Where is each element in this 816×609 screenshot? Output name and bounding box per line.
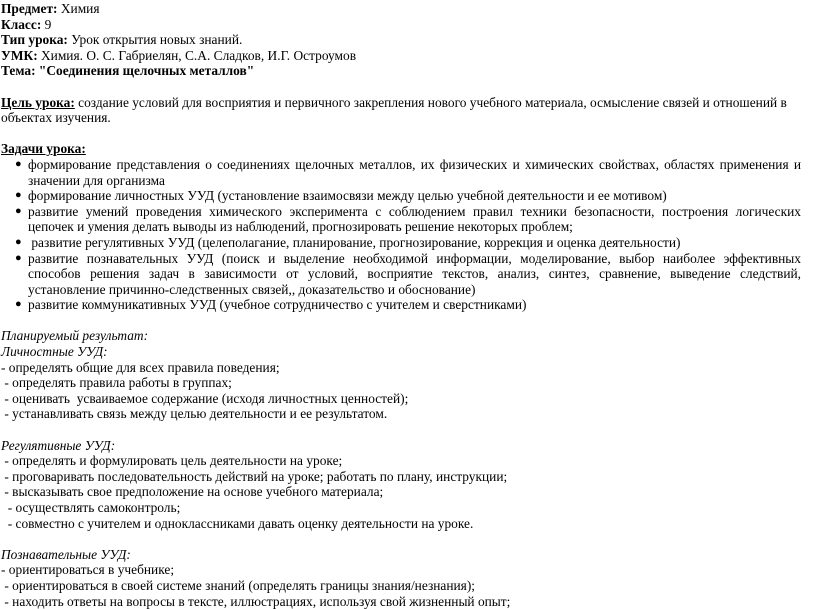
tasks-label: Задачи урока: [1, 141, 86, 157]
grade-label: Класс [1, 16, 37, 32]
cognitive-item: - ориентироваться в своей системе знаний (определять границы знания/незнания); [1, 577, 476, 593]
subject-label: Предмет [1, 1, 54, 16]
subject-value: Химия [60, 1, 100, 16]
bullet-icon: ● [15, 204, 22, 217]
topic-value: "Соединения щелочных металлов" [38, 63, 255, 79]
lesson-type-label: Тип урока [1, 32, 64, 48]
lesson-type-value: Урок открытия новых знаний. [71, 32, 243, 48]
personal-item: - устанавливать связь между целью деятельности и ее результатом. [1, 406, 388, 422]
personal-uud-title: Личностные УУД: [1, 344, 108, 360]
tasks-list [1, 157, 801, 313]
topic-label: Тема: [1, 63, 36, 79]
task-item: ● развитие коммуникативных УУД (учебное сотрудничество с учителем и сверстниками) [15, 297, 527, 313]
regulatory-item: - осуществлять самоконтроль; [1, 500, 181, 515]
regulatory-uud-title: Регулятивные УУД: [1, 437, 116, 453]
task-item: ● формирование личностных УУД (установление взаимосвязи между целью учебной деятельности и ее мотивом) [15, 188, 667, 204]
task-item: ● формирование представления о соединениях щелочных металлов, их физических и химических свойствах, областях применения и значении для организма [15, 156, 801, 188]
task-item: ● развитие регулятивных УУД (целеполагание, планирование, прогнозирование, коррекция и оценка деятельности) [15, 234, 681, 250]
bullet-icon: ● [15, 157, 22, 170]
regulatory-item: - определять и формулировать цель деятельности на уроке; [1, 453, 343, 469]
regulatory-item: - проговаривать последовательность действий на уроке; работать по плану, инструкции; [1, 468, 508, 484]
bullet-icon: ● [15, 235, 22, 248]
cognitive-item: - ориентироваться в учебнике; [1, 562, 175, 578]
cognitive-uud-title: Познавательные УУД: [1, 546, 131, 562]
goal-text: создание условий для восприятия и первичного закрепления нового учебного материала, осмысление связей и отношений в объектах изучения. [1, 94, 787, 126]
bullet-icon: ● [15, 298, 22, 311]
personal-item: - определять общие для всех правила поведения; [1, 359, 280, 375]
cognitive-item: - находить ответы на вопросы в тексте, иллюстрациях, используя свой жизненный опыт; [1, 593, 511, 609]
umk-value: Химия. О. С. Габриелян, С.А. Сладков, И.Г. Остроумов [41, 47, 357, 63]
personal-item: - определять правила работы в группах; [1, 375, 232, 391]
umk-label: УМК [1, 47, 34, 63]
subject-line: Предмет: Химия [1, 1, 100, 16]
regulatory-item: - совместно с учителем и одноклассниками давать оценку деятельности на уроке. [1, 515, 474, 531]
bullet-icon: ● [15, 189, 22, 202]
regulatory-item: - высказывать свое предположение на основе учебного материала; [1, 484, 384, 500]
task-item: ● развитие умений проведения химического эксперимента с соблюдением правил техники безопасности, построения логических цепочек и умения делать выводы из наблюдений, прогнозировать решение некоторых проблем; [15, 203, 801, 235]
lesson-type-line: Тип урока: Урок открытия новых знаний. [1, 32, 243, 48]
task-item: ● развитие познавательных УУД (поиск и выделение необходимой информации, моделирование, выбор наиболее эффективных способов решения задач в зависимости от условий, восприятие текстов, анализ, синтез, сравнение, выведение следствий, установление причинно-следственных связей,, доказательство и обоснование) [15, 250, 801, 297]
umk-line: УМК: Химия. О. С. Габриелян, С.А. Сладков, И.Г. Остроумов [1, 47, 357, 63]
topic-line [1, 63, 801, 79]
grade-line: Класс: 9 [1, 16, 52, 32]
goal-label: Цель урока: [1, 94, 75, 110]
goal-paragraph [1, 95, 801, 126]
bullet-icon: ● [15, 251, 22, 264]
results-title: Планируемый результат: [1, 328, 149, 344]
personal-item: - оценивать усваиваемое содержание (исходя личностных ценностей); [1, 390, 409, 406]
grade-value: 9 [44, 16, 52, 32]
